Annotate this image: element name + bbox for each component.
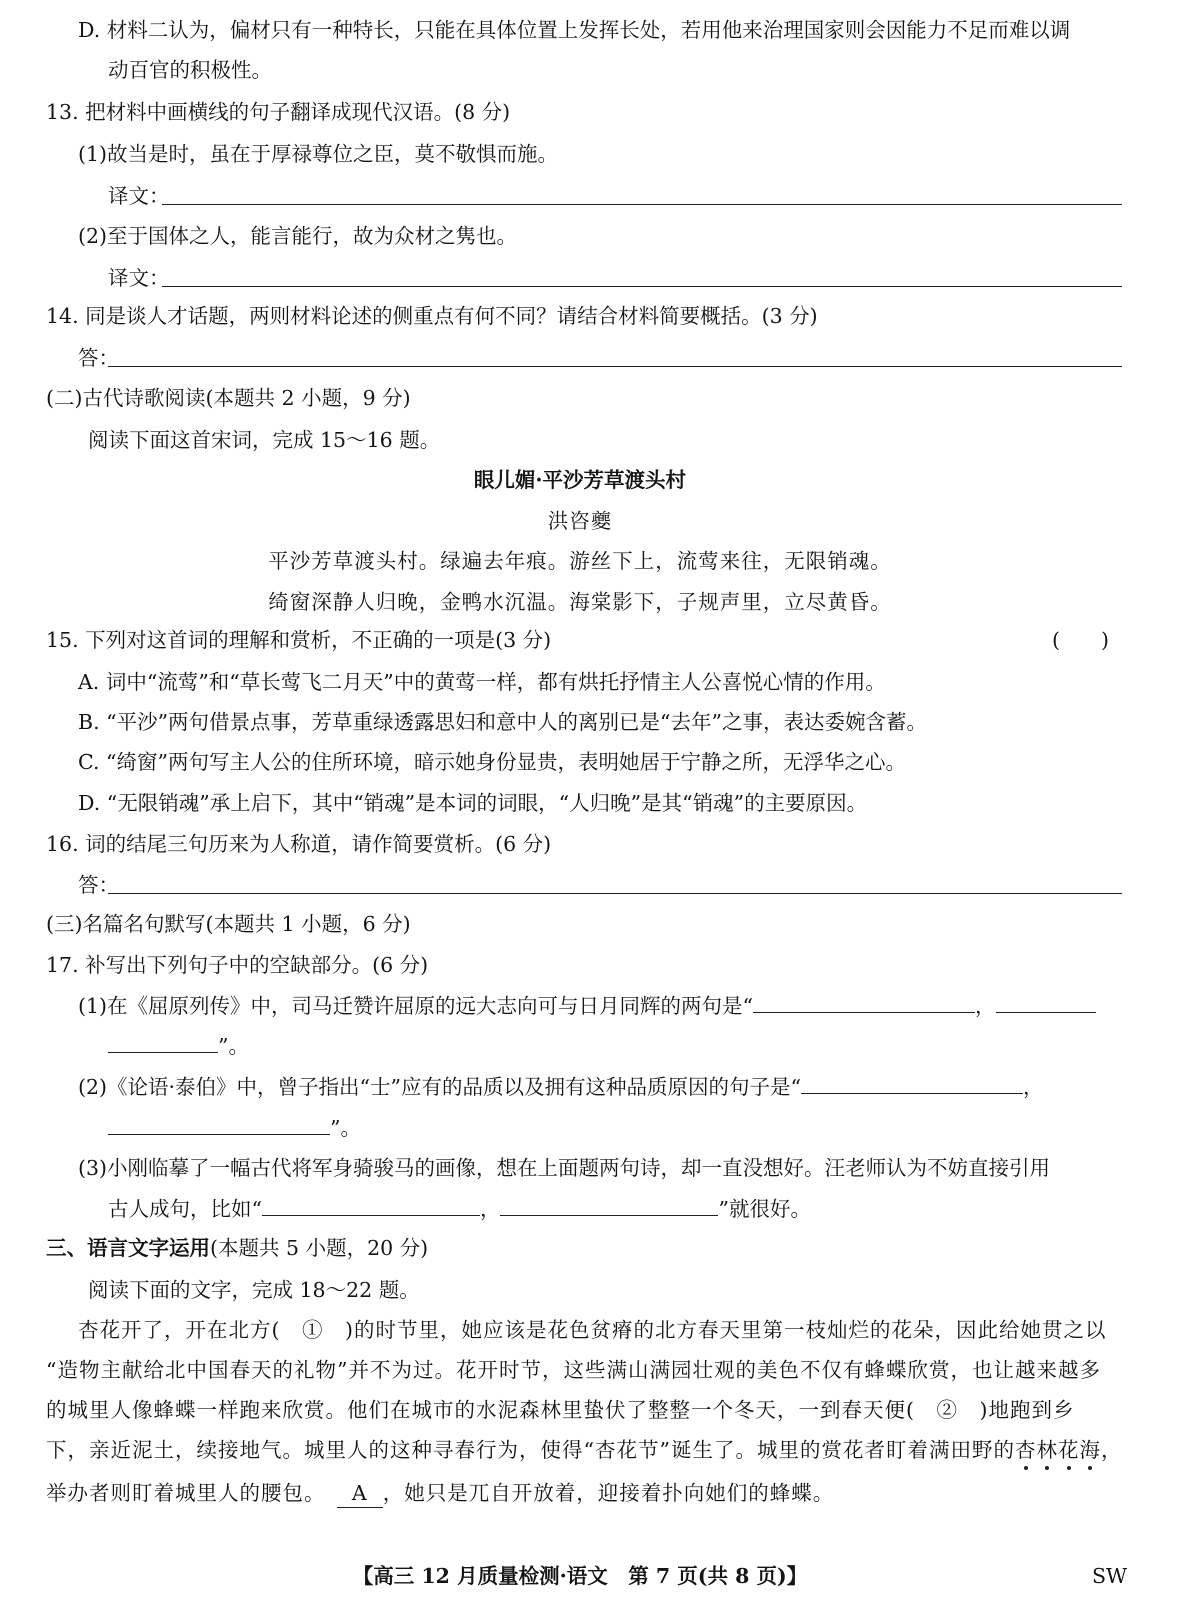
q16-answer-line[interactable] <box>108 893 1122 894</box>
q15-answer-bracket[interactable]: ( ) <box>1052 628 1109 652</box>
q17-item-1-cont <box>108 1032 249 1060</box>
q17-item-2-blank-2[interactable] <box>108 1114 330 1135</box>
q17-stem: 17. 补写出下列句子中的空缺部分。(6 分) <box>46 953 429 977</box>
passage-line-3 <box>46 1396 1075 1424</box>
passage-blank-2[interactable]: ② <box>936 1398 958 1422</box>
q17-item-2-text: (2)《论语·泰伯》中，曾子指出“士”应有的品质以及拥有这种品质原因的句子是“ <box>78 1075 801 1099</box>
q16-stem: 16. 词的结尾三句历来为人称道，请作简要赏析。(6 分) <box>46 832 552 856</box>
passage-line-1b: )的时节里，她应该是花色贫瘠的北方春天里第一枝灿烂的花朵，因此给她贯之以 <box>345 1318 1107 1342</box>
passage-line-3b: )地跑到乡 <box>979 1398 1075 1422</box>
q17-item-1-blank-2b[interactable] <box>108 1032 218 1053</box>
q17-item-3-blank-1[interactable] <box>262 1195 480 1216</box>
passage-line-4b: ， <box>1100 1438 1123 1462</box>
q16-answer-label: 答： <box>78 873 119 897</box>
q14-stem: 14. 同是谈人才话题，两则材料论述的侧重点有何不同？请结合材料简要概括。(3 分) <box>46 304 818 328</box>
q17-item-1-text: (1)在《屈原列传》中，司马迁赞许屈原的远大志向可与日月同辉的两句是“ <box>78 994 754 1018</box>
passage-line-2: “造物主献给北中国春天的礼物”并不为过。花开时节，这些满山满园壮观的美色不仅有蜂蝶欣赏，也让越来越多 <box>46 1358 1101 1382</box>
q17-item-3-text: 古人成句，比如“ <box>108 1197 262 1221</box>
q17-item-2 <box>78 1073 1044 1101</box>
q17-item-1-blank-2a[interactable] <box>996 992 1096 1013</box>
passage-line-5b: ，她只是兀自开放着，迎接着扑向她们的蜂蝶。 <box>382 1481 835 1505</box>
section-recitation-heading: (三)名篇名句默写(本题共 1 小题，6 分) <box>46 912 411 936</box>
poem-author: 洪咨夔 <box>547 509 613 533</box>
section-language-instruction: 阅读下面的文字，完成 18～22 题。 <box>88 1278 420 1302</box>
q13-sentence-2: (2)至于国体之人，能言能行，故为众材之隽也。 <box>78 224 518 248</box>
q15-stem: 15. 下列对这首词的理解和赏析，不正确的一项是(3 分) <box>46 628 552 652</box>
passage-blank-1[interactable]: ① <box>302 1318 324 1342</box>
passage-blank-a[interactable]: A <box>337 1479 383 1508</box>
q17-item-2-end: ”。 <box>330 1116 361 1140</box>
q15-option-a: A. 词中“流莺”和“草长莺飞二月天”中的黄莺一样，都有烘托抒情主人公喜悦心情的作用。 <box>78 670 886 694</box>
q13-translation-line-2[interactable] <box>162 286 1122 287</box>
dotted-char: 杏 <box>1014 1438 1037 1462</box>
q17-item-3-line2 <box>108 1195 811 1223</box>
poem-line-2: 绮窗深静人归晚，金鸭水沉温。海棠影下，子规声里，立尽黄昏。 <box>268 590 892 614</box>
q17-item-1-end: ”。 <box>218 1034 249 1058</box>
page-code: SW <box>1092 1564 1128 1588</box>
passage-line-5 <box>46 1479 834 1508</box>
passage-line-5a: 举办者则盯着城里人的腰包。 <box>46 1481 326 1505</box>
q13-translation-line-1[interactable] <box>162 204 1122 205</box>
passage-line-4 <box>46 1436 1122 1464</box>
q17-item-3-comma: ， <box>479 1197 501 1221</box>
passage-line-3a: 的城里人像蜂蝶一样跑来欣赏。他们在城市的水泥森林里蛰伏了整整一个冬天，一到春天便( <box>46 1398 915 1422</box>
q14-answer-label: 答： <box>78 346 119 370</box>
q15-option-d: D. “无限销魂”承上启下，其中“销魂”是本词的词眼，“人归晚”是其“销魂”的主要原因。 <box>78 791 868 815</box>
q17-item-1-comma: ， <box>975 994 996 1018</box>
dotted-char: 海 <box>1079 1438 1101 1462</box>
q17-item-2-blank-1[interactable] <box>801 1073 1023 1094</box>
q12-option-d-line2: 动百官的积极性。 <box>108 58 272 82</box>
passage-line-1 <box>78 1316 1107 1344</box>
passage-line-1a: 杏花开了，开在北方( <box>78 1318 281 1342</box>
dotted-char: 花 <box>1057 1438 1080 1462</box>
q17-item-3-end: ”就很好。 <box>718 1197 811 1221</box>
q14-answer-line[interactable] <box>108 366 1122 367</box>
section-language-note: (本题共 5 小题，20 分) <box>210 1236 429 1260</box>
q17-item-1 <box>78 992 1096 1020</box>
section-poetry-instruction: 阅读下面这首宋词，完成 15～16 题。 <box>88 428 441 452</box>
passage-line-4a: 下，亲近泥土，续接地气。城里人的这种寻春行为，使得“杏花节”诞生了。城里的赏花者盯着满田野的 <box>46 1438 1015 1462</box>
passage-dotted-phrase <box>1015 1438 1101 1462</box>
q13-translation-label-1: 译文： <box>108 184 170 208</box>
section-language <box>46 1234 428 1262</box>
page-footer: 【高三 12 月质量检测·语文 第 7 页(共 8 页)】 <box>352 1564 808 1588</box>
q17-item-2-comma: ， <box>1023 1075 1044 1099</box>
q15-option-c: C. “绮窗”两句写主人公的住所环境，暗示她身份显贵，表明她居于宁静之所，无浮华之心。 <box>78 750 906 774</box>
dotted-char: 林 <box>1036 1438 1058 1462</box>
section-language-heading: 三、语言文字运用 <box>46 1236 210 1260</box>
section-poetry-heading: (二)古代诗歌阅读(本题共 2 小题，9 分) <box>46 386 411 410</box>
q17-item-3-line1: (3)小刚临摹了一幅古代将军身骑骏马的画像，想在上面题两句诗，却一直没想好。汪老师认为不妨直接引用 <box>78 1156 1051 1180</box>
q13-sentence-1: (1)故当是时，虽在于厚禄尊位之臣，莫不敬惧而施。 <box>78 142 559 166</box>
q17-item-1-blank-1[interactable] <box>753 992 975 1013</box>
q17-item-3-blank-2[interactable] <box>500 1195 718 1216</box>
poem-title: 眼儿媚·平沙芳草渡头村 <box>473 468 687 492</box>
q13-translation-label-2: 译文： <box>108 266 170 290</box>
poem-line-1: 平沙芳草渡头村。绿遍去年痕。游丝下上，流莺来往，无限销魂。 <box>268 549 892 573</box>
q15-option-b: B. “平沙”两句借景点事，芳草重绿透露思妇和意中人的离别已是“去年”之事，表达委婉含蓄。 <box>78 710 928 734</box>
q13-stem: 13. 把材料中画横线的句子翻译成现代汉语。(8 分) <box>46 100 511 124</box>
q17-item-2-cont <box>108 1114 361 1142</box>
q12-option-d-line1: D. 材料二认为，偏材只有一种特长，只能在具体位置上发挥长处，若用他来治理国家则会因能力不足而难以调 <box>78 18 1071 42</box>
